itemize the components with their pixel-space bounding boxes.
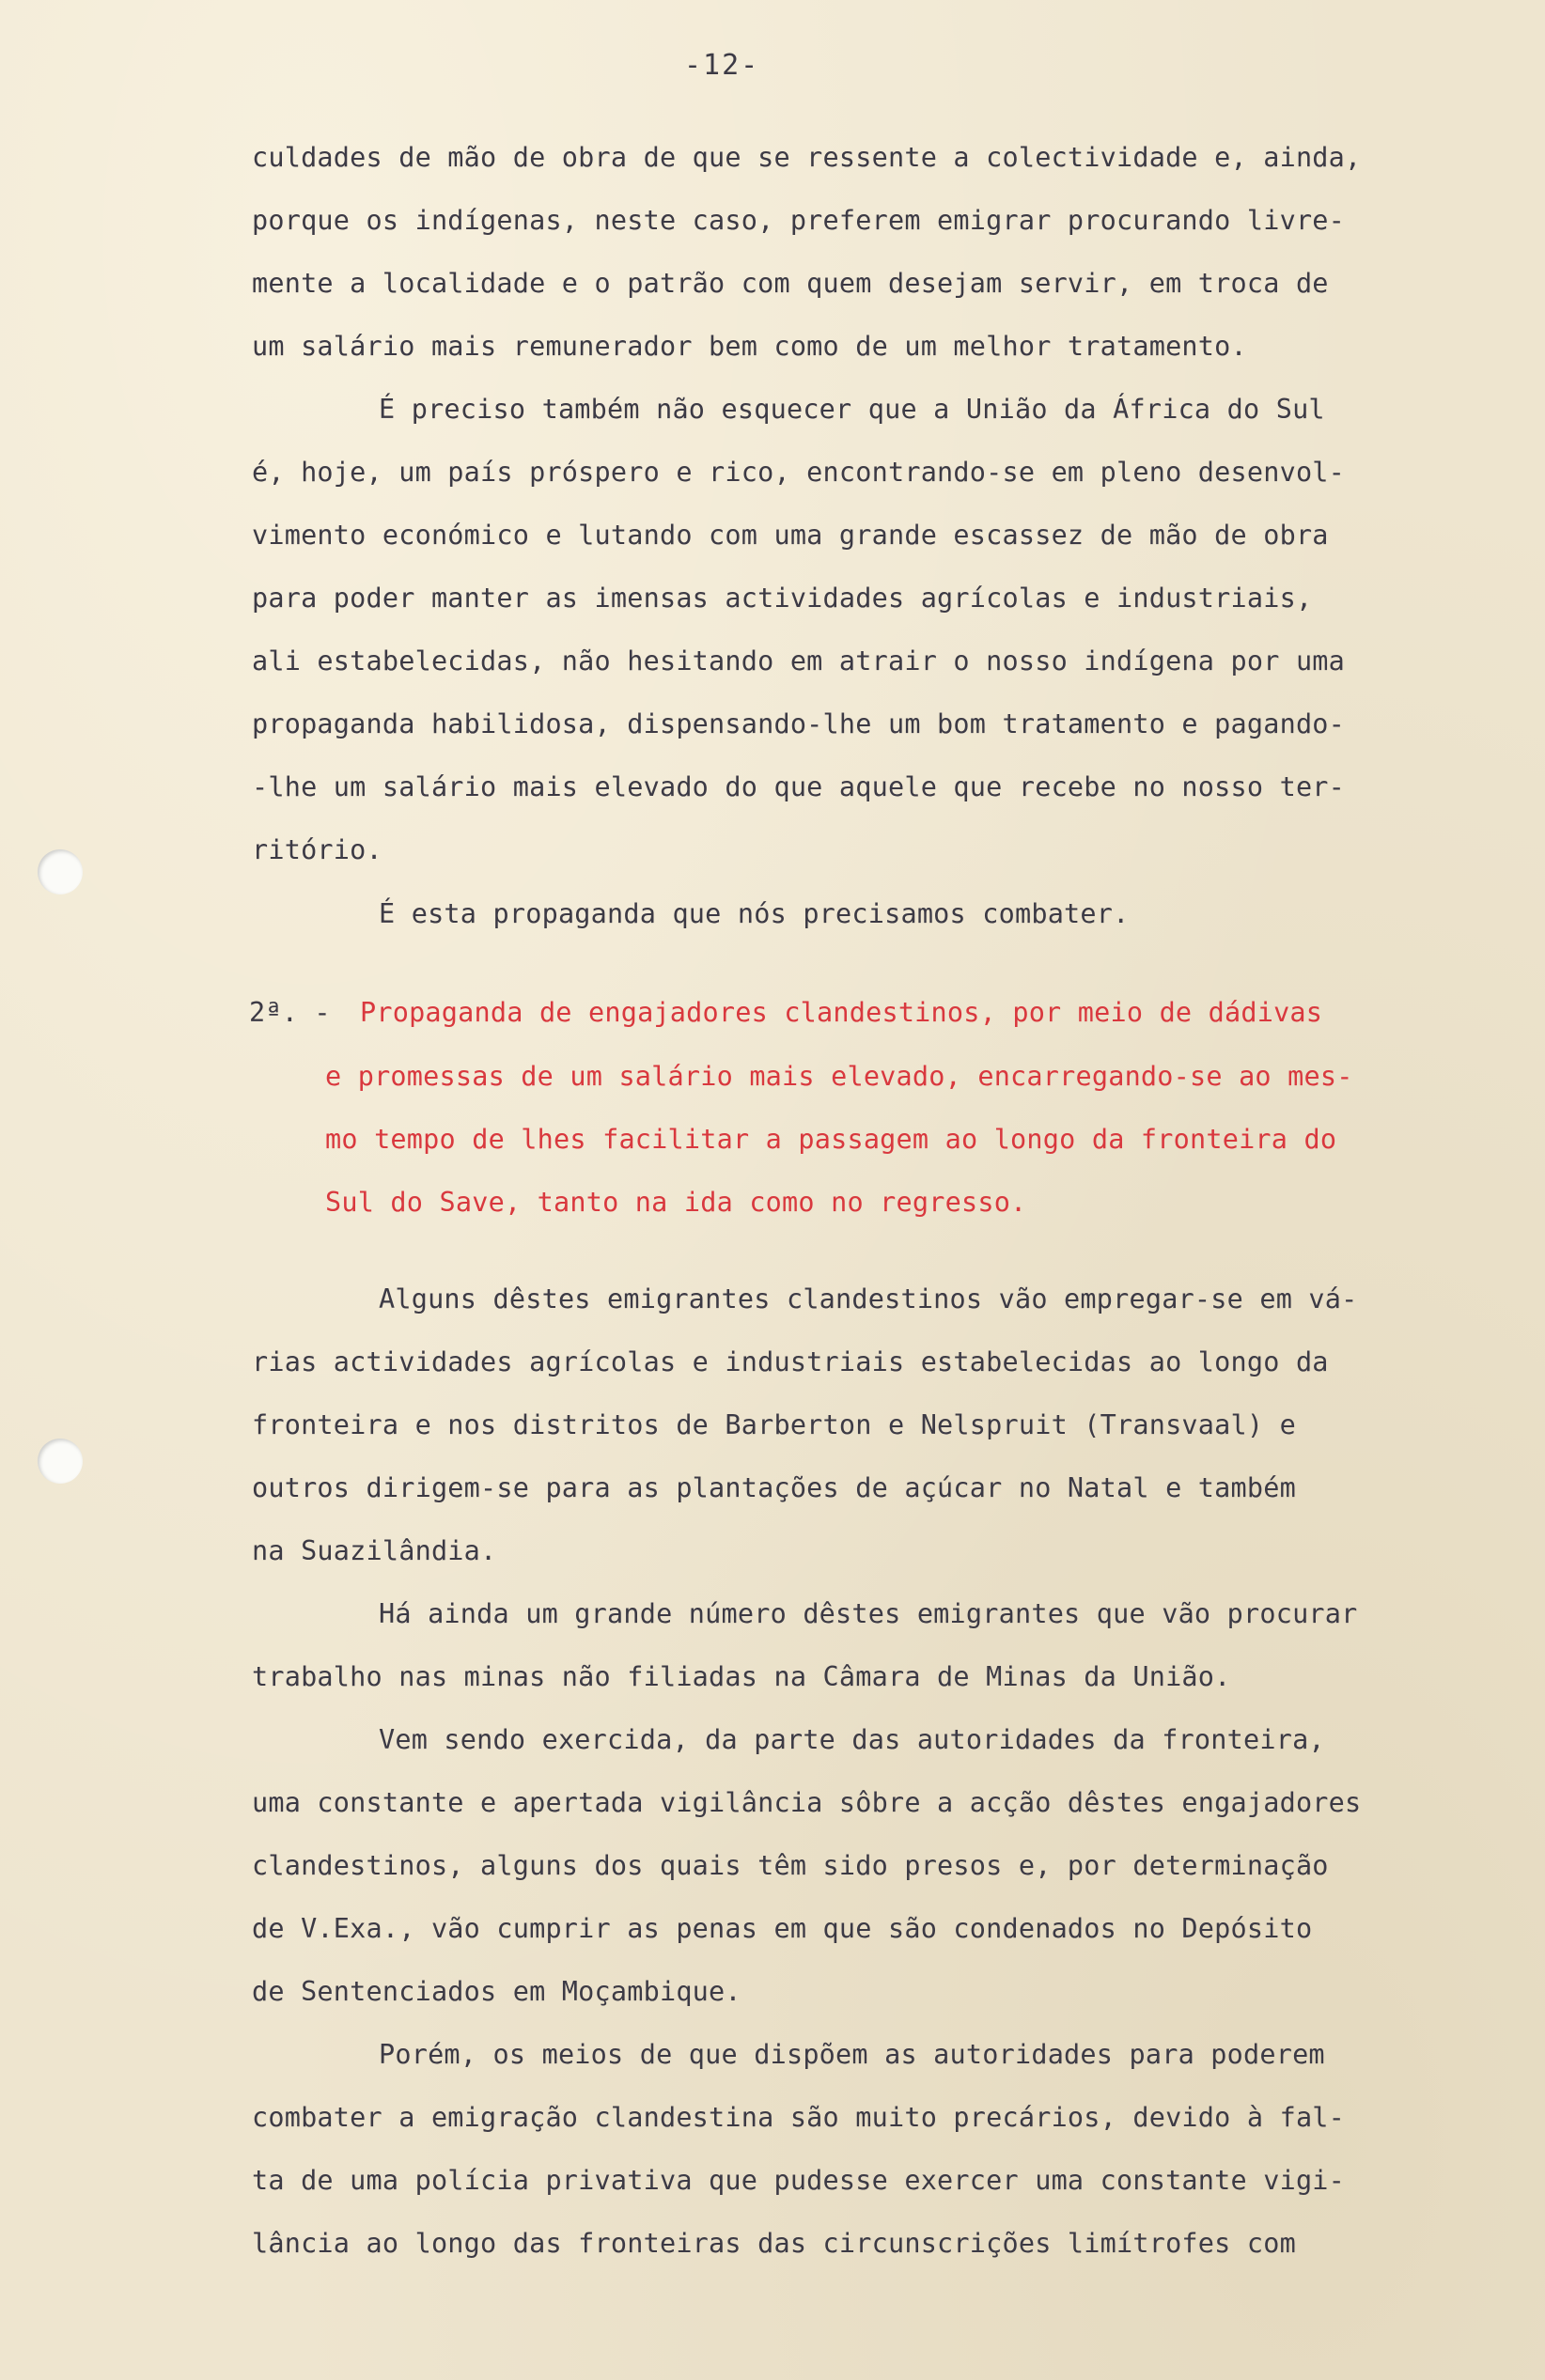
text-line: propaganda habilidosa, dispensando-lhe um bom tratamento e pagando- — [252, 708, 1346, 739]
text-line: de Sentenciados em Moçambique. — [252, 1976, 741, 2007]
text-line: -lhe um salário mais elevado do que aquele que recebe no nosso ter- — [252, 771, 1346, 802]
text-line: é, hoje, um país próspero e rico, encontrando-se em pleno desenvol- — [252, 457, 1346, 488]
text-line: ta de uma polícia privativa que pudesse exercer uma constante vigi- — [252, 2165, 1346, 2196]
text-line: 2ª. - — [249, 997, 348, 1028]
text-line: para poder manter as imensas actividades agrícolas e industriais, — [252, 583, 1313, 614]
text-line: porque os indígenas, neste caso, preferem emigrar procurando livre- — [252, 205, 1346, 236]
page-number: -12- — [684, 49, 760, 82]
text-line: Sul do Save, tanto na ida como no regresso. — [325, 1187, 1027, 1218]
text-line: Vem sendo exercida, da parte das autoridades da fronteira, — [379, 1724, 1325, 1755]
punch-hole-bottom — [38, 1439, 83, 1484]
text-line: lância ao longo das fronteiras das circunscrições limítrofes com — [252, 2228, 1296, 2259]
text-line: clandestinos, alguns dos quais têm sido presos e, por determinação — [252, 1850, 1329, 1881]
text-line: um salário mais remunerador bem como de um melhor tratamento. — [252, 331, 1247, 362]
text-line: É esta propaganda que nós precisamos combater. — [379, 898, 1130, 929]
text-line: Há ainda um grande número dêstes emigrantes que vão procurar — [379, 1598, 1358, 1629]
text-line: de V.Exa., vão cumprir as penas em que são condenados no Depósito — [252, 1913, 1313, 1944]
text-line: É preciso também não esquecer que a União da África do Sul — [379, 394, 1325, 425]
text-line: vimento económico e lutando com uma grande escassez de mão de obra — [252, 520, 1329, 551]
text-line: culdades de mão de obra de que se ressente a colectividade e, ainda, — [252, 142, 1362, 173]
text-line: ali estabelecidas, não hesitando em atrair o nosso indígena por uma — [252, 646, 1346, 677]
text-line: mo tempo de lhes facilitar a passagem ao longo da fronteira do — [325, 1124, 1337, 1155]
text-line: combater a emigração clandestina são muito precários, devido à fal- — [252, 2102, 1346, 2133]
text-line: rias actividades agrícolas e industriais estabelecidas ao longo da — [252, 1346, 1329, 1377]
text-line: outros dirigem-se para as plantações de açúcar no Natal e também — [252, 1472, 1296, 1503]
text-line: e promessas de um salário mais elevado, encarregando-se ao mes- — [325, 1061, 1353, 1092]
text-line: ritório. — [252, 834, 382, 865]
text-line: Porém, os meios de que dispõem as autoridades para poderem — [379, 2039, 1325, 2070]
text-line: Propaganda de engajadores clandestinos, por meio de dádivas — [360, 997, 1323, 1028]
text-line: mente a localidade e o patrão com quem desejam servir, em troca de — [252, 268, 1329, 299]
text-line: Alguns dêstes emigrantes clandestinos vão empregar-se em vá- — [379, 1283, 1358, 1314]
text-line: trabalho nas minas não filiadas na Câmara de Minas da União. — [252, 1661, 1231, 1692]
punch-hole-top — [38, 849, 83, 894]
text-line: uma constante e apertada vigilância sôbre a acção dêstes engajadores — [252, 1787, 1362, 1818]
text-line: fronteira e nos distritos de Barberton e Nelspruit (Transvaal) e — [252, 1409, 1296, 1440]
text-line: na Suazilândia. — [252, 1535, 497, 1566]
